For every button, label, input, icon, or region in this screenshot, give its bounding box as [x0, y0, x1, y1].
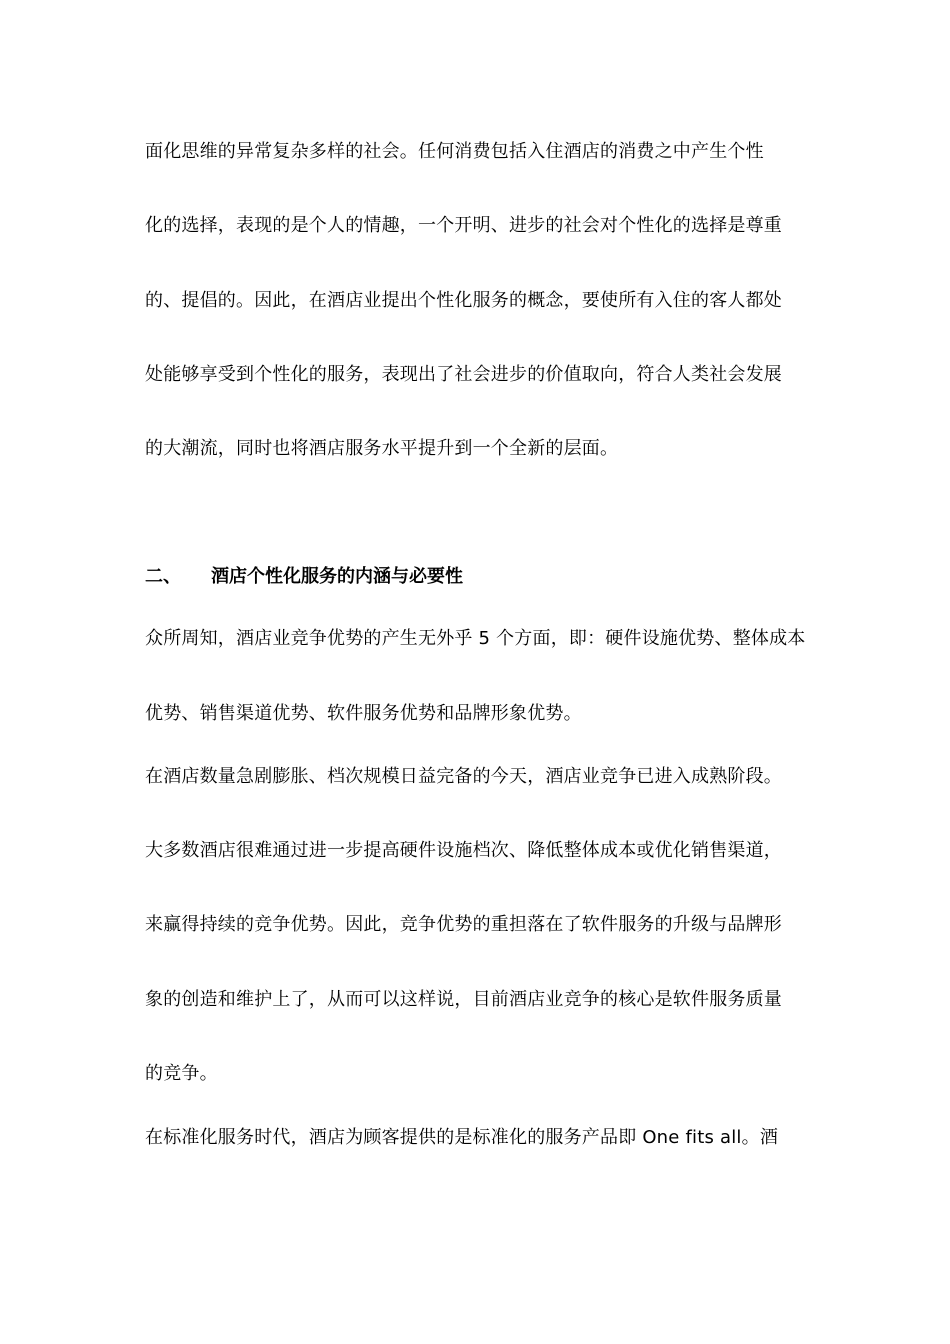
paragraph-1-line-1: 面化思维的异常复杂多样的社会。任何消费包括入住酒店的消费之中产生个性: [145, 141, 764, 162]
paragraph-3-line-1: 在酒店数量急剧膨胀、档次规模日益完备的今天，酒店业竞争已进入成熟阶段。: [145, 766, 782, 787]
paragraph-1-line-2: 化的选择，表现的是个人的情趣，一个开明、进步的社会对个性化的选择是尊重: [145, 215, 782, 236]
section-title: 酒店个性化服务的内涵与必要性: [211, 566, 463, 587]
paragraph-3-line-2: 大多数酒店很难通过进一步提高硬件设施档次、降低整体成本或优化销售渠道，: [145, 840, 782, 861]
section-heading: [145, 564, 807, 590]
paragraph-4-line-1: 在标准化服务时代，酒店为顾客提供的是标准化的服务产品即 One fits all。酒: [145, 1127, 779, 1148]
paragraph-1-line-3: 的、提倡的。因此，在酒店业提出个性化服务的概念，要使所有入住的客人都处: [145, 290, 782, 311]
paragraph-3-line-5: 的竞争。: [145, 1063, 218, 1084]
paragraph-3-line-3: 来赢得持续的竞争优势。因此，竞争优势的重担落在了软件服务的升级与品牌形: [145, 914, 782, 935]
paragraph-1-line-4: 处能够享受到个性化的服务，表现出了社会进步的价值取向，符合人类社会发展: [145, 364, 782, 385]
paragraph-2-line-2: 优势、销售渠道优势、软件服务优势和品牌形象优势。: [145, 703, 582, 724]
paragraph-1-line-5: 的大潮流，同时也将酒店服务水平提升到一个全新的层面。: [145, 438, 619, 459]
section-number: 二、: [145, 566, 181, 587]
paragraph-3-line-4: 象的创造和维护上了，从而可以这样说，目前酒店业竞争的核心是软件服务质量: [145, 989, 782, 1010]
paragraph-2-line-1: 众所周知，酒店业竞争优势的产生无外乎 5 个方面，即：硬件设施优势、整体成本: [145, 628, 806, 649]
